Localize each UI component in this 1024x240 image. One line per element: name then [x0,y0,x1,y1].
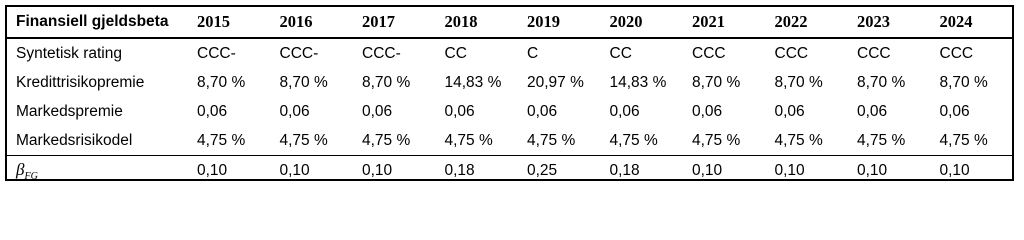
beta-symbol: β [16,159,25,179]
table-cell: 4,75 % [197,131,246,149]
table-cell: 0,25 [518,156,601,186]
table-cell: 0,10 [766,156,849,186]
table-cell: 0,06 [857,102,888,120]
header-row [7,7,1013,38]
header-year: 2017 [353,7,436,38]
table-cell: 4,75 % [527,131,576,149]
table-cell: CCC- [279,44,319,62]
financial-debt-beta-table [7,7,1013,185]
table-cell: CC [444,44,467,62]
header-year: 2020 [601,7,684,38]
table-cell: 0,06 [362,102,393,120]
beta-subscript: FG [24,170,38,182]
table-cell: 4,75 % [857,131,906,149]
table-cell: 4,75 % [362,131,411,149]
table-cell: CC [609,44,632,62]
header-year: 2023 [848,7,931,38]
table-cell: 8,70 % [362,73,411,91]
row-label: Kredittrisikopremie [16,73,145,91]
table-cell: 4,75 % [279,131,328,149]
table-cell: CCC [857,44,891,62]
header-label: Finansiell gjeldsbeta [7,7,188,38]
table-cell: 8,70 % [197,73,246,91]
header-year: 2021 [683,7,766,38]
table-frame [5,5,1014,181]
table-row [7,97,1013,126]
table-row [7,38,1013,68]
table-cell: 0,10 [931,156,1014,186]
table-cell: CCC [774,44,809,62]
table-cell: 0,10 [353,156,436,186]
table-cell: 14,83 % [609,73,667,91]
table-cell: 0,10 [848,156,931,186]
table-cell: CCC- [197,44,236,62]
table-cell: 0,06 [939,102,970,120]
table-cell: 8,70 % [774,73,823,91]
table-cell: CCC [939,44,974,62]
table-cell: 0,06 [609,102,640,120]
table-cell: CCC [692,44,726,62]
table-cell: 0,10 [188,156,271,186]
row-label: Markedsrisikodel [16,131,133,149]
table-cell: 0,18 [436,156,519,186]
table-row [7,126,1013,156]
table-cell: 8,70 % [857,73,906,91]
table-cell: CCC- [362,44,401,62]
table-cell: 0,06 [692,102,723,120]
table-cell: 14,83 % [444,73,502,91]
table-cell: 8,70 % [939,73,988,91]
table-cell: 0,06 [527,102,558,120]
table-cell: 4,75 % [774,131,823,149]
table-cell: C [527,44,539,62]
table-cell: 4,75 % [444,131,493,149]
table-row [7,68,1013,97]
header-year: 2024 [931,7,1014,38]
table-cell: 20,97 % [527,73,584,91]
beta-row [7,156,1013,186]
beta-label [7,156,188,186]
header-year: 2015 [188,7,271,38]
header-year: 2016 [271,7,354,38]
table-cell: 0,10 [271,156,354,186]
header-year: 2022 [766,7,849,38]
table-cell: 0,06 [774,102,805,120]
table-cell: 0,06 [279,102,310,120]
table-cell: 0,10 [683,156,766,186]
table-cell: 4,75 % [609,131,658,149]
row-label: Markedspremie [16,102,123,120]
header-year: 2018 [436,7,519,38]
table-cell: 0,06 [444,102,475,120]
table-cell: 0,06 [197,102,228,120]
table-cell: 8,70 % [279,73,328,91]
table-cell: 0,18 [601,156,684,186]
row-label: Syntetisk rating [16,44,122,62]
table-cell: 4,75 % [939,131,988,149]
table-cell: 4,75 % [692,131,741,149]
header-year: 2019 [518,7,601,38]
table-cell: 8,70 % [692,73,741,91]
